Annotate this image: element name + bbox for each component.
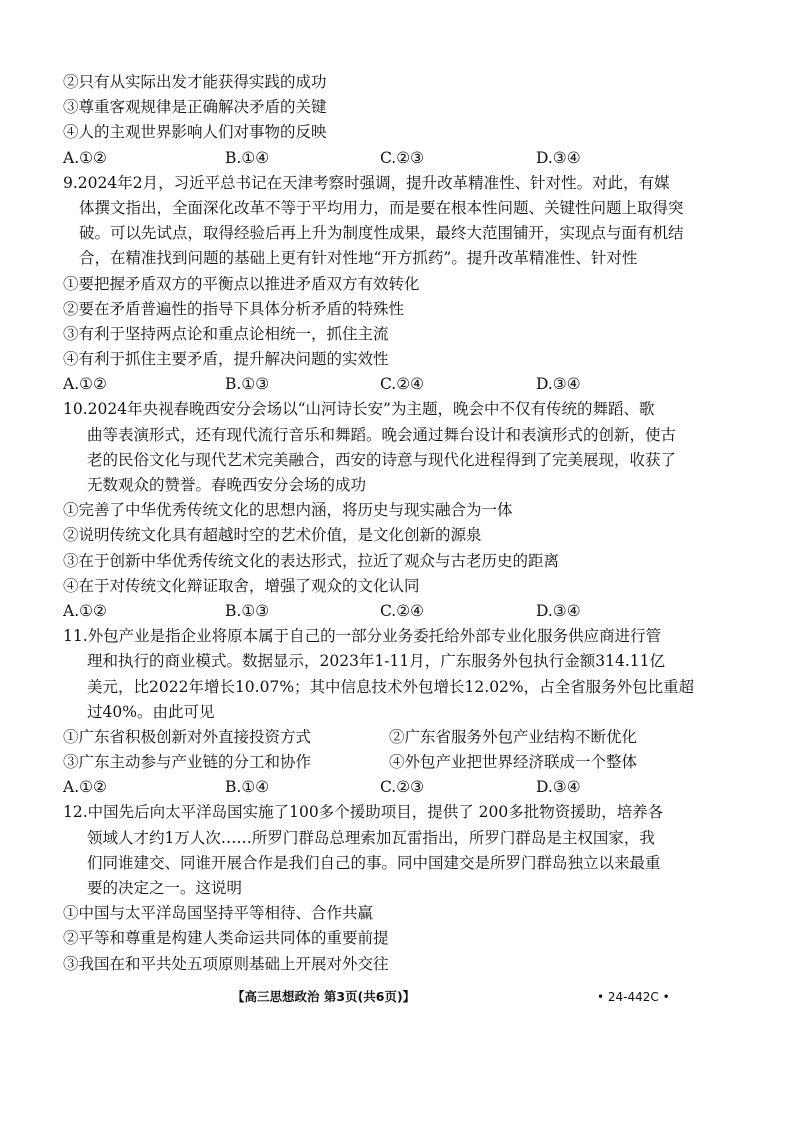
q8-choices <box>63 146 735 171</box>
q9-option-3: ③有利于坚持两点论和重点论相统一，抓住主流 <box>63 324 389 343</box>
q10-choice-b: B.①③ <box>225 601 270 620</box>
q10-choice-d: D.③④ <box>536 601 581 620</box>
q10-choices <box>63 599 735 624</box>
q12-stem-line-1: 12.中国先后向太平洋岛国实施了100多个援助项目，提供了 200多批物资援助，培养各 <box>63 803 664 822</box>
q9-stem-line-4: 合，在精准找到问题的基础上更有针对性地“开方抓药”。提升改革精准性、针对性 <box>79 249 638 268</box>
q8-choice-a: A.①② <box>63 148 107 167</box>
q12-stem-line-2: 领域人才约1万人次……所罗门群岛总理索加瓦雷指出，所罗门群岛是主权国家，我 <box>87 828 655 847</box>
q11-option-1: ①广东省积极创新对外直接投资方式 <box>63 727 312 746</box>
q8-choice-c: C.②③ <box>380 148 425 167</box>
q8-option-4: ④人的主观世界影响人们对事物的反映 <box>63 123 327 142</box>
page-content <box>63 70 735 977</box>
q9-choice-d: D.③④ <box>536 375 581 394</box>
q10-option-2: ②说明传统文化具有超越时空的艺术价值，是文化创新的源泉 <box>63 526 482 545</box>
q11-stem-line-2: 理和执行的商业模式。数据显示，2023年1-11月，广东服务外包执行金额314.11亿 <box>87 652 666 671</box>
q9-choices <box>63 372 735 397</box>
q11-option-row-2 <box>63 750 735 775</box>
q10-stem-line-1: 10.2024年央视春晚西安分会场以“山河诗长安”为主题，晚会中不仅有传统的舞蹈、歌 <box>63 400 655 419</box>
q8-option-3: ③尊重客观规律是正确解决矛盾的关键 <box>63 98 327 117</box>
q11-option-3: ③广东主动参与产业链的分工和协作 <box>63 753 312 772</box>
q12-option-3: ③我国在和平共处五项原则基础上开展对外交往 <box>63 954 389 973</box>
q11-choice-c: C.②③ <box>380 778 425 797</box>
q11-option-row-1 <box>63 725 735 750</box>
q12-option-1: ①中国与太平洋岛国坚持平等相待、合作共赢 <box>63 904 374 923</box>
q11-choice-a: A.①② <box>63 778 107 797</box>
footer-page-info: 【高三思想政治 第3页(共6页)】 <box>232 989 416 1004</box>
q10-option-1: ①完善了中华优秀传统文化的思想内涵，将历史与现实融合为一体 <box>63 501 513 520</box>
q10-option-4: ④在于对传统文化辩证取舍，增强了观众的文化认同 <box>63 576 420 595</box>
page-footer <box>0 985 793 1009</box>
q11-stem-line-4: 过40%。由此可见 <box>87 702 215 721</box>
q11-choices <box>63 775 735 800</box>
q9-choice-b: B.①③ <box>225 375 270 394</box>
q11-choice-b: B.①④ <box>225 778 270 797</box>
q10-option-3: ③在于创新中华优秀传统文化的表达形式，拉近了观众与古老历史的距离 <box>63 551 560 570</box>
q12-stem-line-4: 要的决定之一。这说明 <box>87 879 243 897</box>
q9-stem-line-1: 9.2024年2月，习近平总书记在天津考察时强调，提升改革精准性、针对性。对此，有媒 <box>63 173 670 192</box>
q9-choice-a: A.①② <box>63 375 107 394</box>
q9-choice-c: C.②④ <box>380 375 425 394</box>
q9-option-4: ④有利于抓住主要矛盾，提升解决问题的实效性 <box>63 350 389 369</box>
q11-option-4: ④外包产业把世界经济联成一个整体 <box>389 753 638 772</box>
q12-option-2: ②平等和尊重是构建人类命运共同体的重要前提 <box>63 929 389 948</box>
footer-exam-code: • 24-442C • <box>597 990 670 1004</box>
q9-option-1: ①要把握矛盾双方的平衡点以推进矛盾双方有效转化 <box>63 274 420 293</box>
q9-stem-line-3: 破。可以先试点，取得经验后再上升为制度性成果，最终大范围铺开，实现点与面有机结 <box>79 224 684 243</box>
q11-stem-line-3: 美元，比2022年增长10.07%；其中信息技术外包增长12.02%，占全省服务外包比重超 <box>87 677 695 696</box>
q11-stem-line-1: 11.外包产业是指企业将原本属于自己的一部分业务委托给外部专业化服务供应商进行管 <box>63 627 662 646</box>
q10-stem-line-4: 无数观众的赞誉。春晚西安分会场的成功 <box>87 476 367 494</box>
q10-stem-line-2: 曲等表演形式，还有现代流行音乐和舞蹈。晚会通过舞台设计和表演形式的创新，使古 <box>87 425 677 444</box>
q10-choice-a: A.①② <box>63 601 107 620</box>
q8-choice-d: D.③④ <box>536 148 581 167</box>
q12-stem-line-3: 们同谁建交、同谁开展合作是我们自己的事。同中国建交是所罗门群岛独立以来最重 <box>87 853 661 872</box>
q8-choice-b: B.①④ <box>225 148 270 167</box>
q11-option-2: ②广东省服务外包产业结构不断优化 <box>389 727 638 746</box>
q9-option-2: ②要在矛盾普遍性的指导下具体分析矛盾的特殊性 <box>63 299 405 318</box>
q11-choice-d: D.③④ <box>536 778 581 797</box>
q10-stem-line-3: 老的民俗文化与现代艺术完美融合，西安的诗意与现代化进程得到了完美展现，收获了 <box>87 450 677 469</box>
q9-stem-line-2: 体撰文指出，全面深化改革不等于平均用力，而是要在根本性问题、关键性问题上取得突 <box>79 198 684 217</box>
q10-choice-c: C.②④ <box>380 601 425 620</box>
q8-option-2: ②只有从实际出发才能获得实践的成功 <box>63 73 327 91</box>
